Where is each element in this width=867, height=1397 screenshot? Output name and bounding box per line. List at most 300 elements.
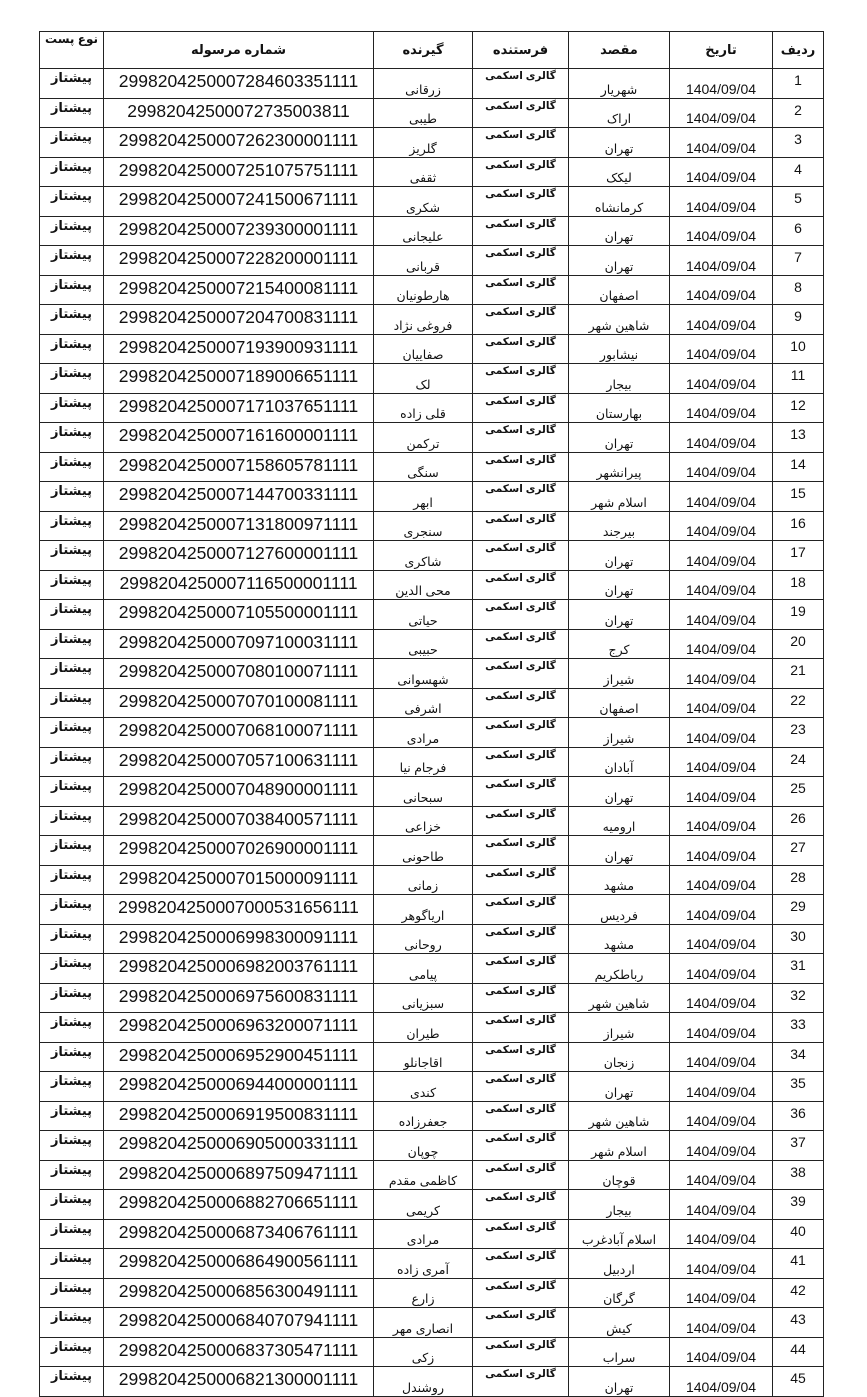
sender-cell: گالری اسکمی bbox=[473, 629, 569, 659]
receiver-cell: زارع bbox=[374, 1278, 473, 1308]
table-row bbox=[40, 954, 824, 984]
sender-cell: گالری اسکمی bbox=[473, 482, 569, 512]
receiver-cell: لک bbox=[374, 364, 473, 394]
post-type-cell: پیشتاز bbox=[40, 482, 104, 512]
shipment-number-cell: 2998204250007097100031111 bbox=[104, 629, 374, 659]
shipment-number-cell: 2998204250007215400081111 bbox=[104, 275, 374, 305]
date-cell: 1404/09/04 bbox=[670, 246, 773, 276]
destination-cell: اسلام شهر bbox=[569, 482, 670, 512]
destination-cell: تهران bbox=[569, 1367, 670, 1397]
destination-cell: سراب bbox=[569, 1337, 670, 1367]
header-post-type: نوع پست bbox=[40, 32, 104, 69]
row-index-cell: 25 bbox=[773, 777, 824, 807]
post-type-cell: پیشتاز bbox=[40, 98, 104, 128]
date-cell: 1404/09/04 bbox=[670, 157, 773, 187]
sender-cell: گالری اسکمی bbox=[473, 1072, 569, 1102]
date-cell: 1404/09/04 bbox=[670, 1131, 773, 1161]
date-cell: 1404/09/04 bbox=[670, 128, 773, 158]
row-index-cell: 30 bbox=[773, 924, 824, 954]
destination-cell: کیش bbox=[569, 1308, 670, 1338]
row-index-cell: 8 bbox=[773, 275, 824, 305]
row-index-cell: 38 bbox=[773, 1160, 824, 1190]
date-cell: 1404/09/04 bbox=[670, 187, 773, 217]
row-index-cell: 31 bbox=[773, 954, 824, 984]
destination-cell: شیراز bbox=[569, 718, 670, 748]
shipment-number-cell: 2998204250006837305471111 bbox=[104, 1337, 374, 1367]
row-index-cell: 27 bbox=[773, 836, 824, 866]
destination-cell: کرج bbox=[569, 629, 670, 659]
sender-cell: گالری اسکمی bbox=[473, 570, 569, 600]
receiver-cell: زمانی bbox=[374, 865, 473, 895]
row-index-cell: 40 bbox=[773, 1219, 824, 1249]
shipment-number-cell: 2998204250007241500671111 bbox=[104, 187, 374, 217]
sender-cell: گالری اسکمی bbox=[473, 1278, 569, 1308]
post-type-cell: پیشتاز bbox=[40, 1249, 104, 1279]
date-cell: 1404/09/04 bbox=[670, 334, 773, 364]
date-cell: 1404/09/04 bbox=[670, 570, 773, 600]
date-cell: 1404/09/04 bbox=[670, 1013, 773, 1043]
table-row bbox=[40, 1249, 824, 1279]
destination-cell: تهران bbox=[569, 423, 670, 453]
shipment-number-cell: 2998204250006873406761111 bbox=[104, 1219, 374, 1249]
table-row bbox=[40, 1072, 824, 1102]
destination-cell: مشهد bbox=[569, 865, 670, 895]
date-cell: 1404/09/04 bbox=[670, 1219, 773, 1249]
post-type-cell: پیشتاز bbox=[40, 659, 104, 689]
date-cell: 1404/09/04 bbox=[670, 836, 773, 866]
post-type-cell: پیشتاز bbox=[40, 747, 104, 777]
receiver-cell: ترکمن bbox=[374, 423, 473, 453]
row-index-cell: 1 bbox=[773, 69, 824, 99]
header-row-index: ردیف bbox=[773, 32, 824, 69]
post-type-cell: پیشتاز bbox=[40, 806, 104, 836]
table-row bbox=[40, 777, 824, 807]
date-cell: 1404/09/04 bbox=[670, 954, 773, 984]
table-row bbox=[40, 718, 824, 748]
table-row bbox=[40, 895, 824, 925]
shipment-number-cell: 2998204250007057100631111 bbox=[104, 747, 374, 777]
destination-cell: تهران bbox=[569, 541, 670, 571]
destination-cell: شاهین شهر bbox=[569, 305, 670, 335]
date-cell: 1404/09/04 bbox=[670, 895, 773, 925]
date-cell: 1404/09/04 bbox=[670, 865, 773, 895]
shipment-number-cell: 2998204250007193900931111 bbox=[104, 334, 374, 364]
header-sender: فرستنده bbox=[473, 32, 569, 69]
table-row bbox=[40, 1219, 824, 1249]
table-row bbox=[40, 423, 824, 453]
sender-cell: گالری اسکمی bbox=[473, 1308, 569, 1338]
row-index-cell: 5 bbox=[773, 187, 824, 217]
header-row bbox=[40, 32, 824, 69]
post-type-cell: پیشتاز bbox=[40, 541, 104, 571]
row-index-cell: 42 bbox=[773, 1278, 824, 1308]
post-type-cell: پیشتاز bbox=[40, 1337, 104, 1367]
table-row bbox=[40, 924, 824, 954]
table-row bbox=[40, 246, 824, 276]
row-index-cell: 29 bbox=[773, 895, 824, 925]
table-row bbox=[40, 1101, 824, 1131]
sender-cell: گالری اسکمی bbox=[473, 1249, 569, 1279]
destination-cell: نیشابور bbox=[569, 334, 670, 364]
row-index-cell: 34 bbox=[773, 1042, 824, 1072]
post-type-cell: پیشتاز bbox=[40, 1160, 104, 1190]
shipment-number-cell: 2998204250007038400571111 bbox=[104, 806, 374, 836]
post-type-cell: پیشتاز bbox=[40, 393, 104, 423]
shipment-number-cell: 2998204250006882706651111 bbox=[104, 1190, 374, 1220]
receiver-cell: گلریز bbox=[374, 128, 473, 158]
shipment-number-cell: 2998204250007262300001111 bbox=[104, 128, 374, 158]
destination-cell: اسلام آبادغرب bbox=[569, 1219, 670, 1249]
shipment-number-cell: 2998204250006864900561111 bbox=[104, 1249, 374, 1279]
table-row bbox=[40, 1160, 824, 1190]
post-type-cell: پیشتاز bbox=[40, 1131, 104, 1161]
post-type-cell: پیشتاز bbox=[40, 364, 104, 394]
destination-cell: مشهد bbox=[569, 924, 670, 954]
date-cell: 1404/09/04 bbox=[670, 423, 773, 453]
table-row bbox=[40, 659, 824, 689]
receiver-cell: کاظمی مقدم bbox=[374, 1160, 473, 1190]
date-cell: 1404/09/04 bbox=[670, 541, 773, 571]
shipment-number-cell: 2998204250007116500001111 bbox=[104, 570, 374, 600]
row-index-cell: 14 bbox=[773, 452, 824, 482]
destination-cell: تهران bbox=[569, 777, 670, 807]
destination-cell: زنجان bbox=[569, 1042, 670, 1072]
row-index-cell: 22 bbox=[773, 688, 824, 718]
table-row bbox=[40, 69, 824, 99]
date-cell: 1404/09/04 bbox=[670, 1042, 773, 1072]
sender-cell: گالری اسکمی bbox=[473, 98, 569, 128]
date-cell: 1404/09/04 bbox=[670, 1278, 773, 1308]
table-row bbox=[40, 747, 824, 777]
post-type-cell: پیشتاز bbox=[40, 69, 104, 99]
destination-cell: بیجار bbox=[569, 364, 670, 394]
receiver-cell: زکی bbox=[374, 1337, 473, 1367]
table-row bbox=[40, 1337, 824, 1367]
sender-cell: گالری اسکمی bbox=[473, 364, 569, 394]
shipment-number-cell: 2998204250006963200071111 bbox=[104, 1013, 374, 1043]
table-row bbox=[40, 541, 824, 571]
date-cell: 1404/09/04 bbox=[670, 511, 773, 541]
table-row bbox=[40, 482, 824, 512]
destination-cell: تهران bbox=[569, 246, 670, 276]
shipment-number-cell: 2998204250006840707941111 bbox=[104, 1308, 374, 1338]
receiver-cell: ابهر bbox=[374, 482, 473, 512]
shipment-number-cell: 2998204250006998300091111 bbox=[104, 924, 374, 954]
sender-cell: گالری اسکمی bbox=[473, 865, 569, 895]
sender-cell: گالری اسکمی bbox=[473, 334, 569, 364]
receiver-cell: کندی bbox=[374, 1072, 473, 1102]
shipment-number-cell: 2998204250007158605781111 bbox=[104, 452, 374, 482]
table-row bbox=[40, 1190, 824, 1220]
post-type-cell: پیشتاز bbox=[40, 1072, 104, 1102]
row-index-cell: 43 bbox=[773, 1308, 824, 1338]
shipment-number-cell: 29982042500072735003811 bbox=[104, 98, 374, 128]
table-row bbox=[40, 511, 824, 541]
table-row bbox=[40, 1308, 824, 1338]
date-cell: 1404/09/04 bbox=[670, 777, 773, 807]
sender-cell: گالری اسکمی bbox=[473, 275, 569, 305]
sender-cell: گالری اسکمی bbox=[473, 157, 569, 187]
sender-cell: گالری اسکمی bbox=[473, 1190, 569, 1220]
receiver-cell: فرجام نیا bbox=[374, 747, 473, 777]
post-type-cell: پیشتاز bbox=[40, 423, 104, 453]
destination-cell: اسلام شهر bbox=[569, 1131, 670, 1161]
receiver-cell: اقاجانلو bbox=[374, 1042, 473, 1072]
table-row bbox=[40, 334, 824, 364]
sender-cell: گالری اسکمی bbox=[473, 659, 569, 689]
date-cell: 1404/09/04 bbox=[670, 1101, 773, 1131]
table-row bbox=[40, 1131, 824, 1161]
receiver-cell: قلی زاده bbox=[374, 393, 473, 423]
post-type-cell: پیشتاز bbox=[40, 777, 104, 807]
post-type-cell: پیشتاز bbox=[40, 1367, 104, 1397]
row-index-cell: 21 bbox=[773, 659, 824, 689]
row-index-cell: 3 bbox=[773, 128, 824, 158]
shipment-number-cell: 2998204250007251075751111 bbox=[104, 157, 374, 187]
sender-cell: گالری اسکمی bbox=[473, 423, 569, 453]
shipment-number-cell: 2998204250006897509471111 bbox=[104, 1160, 374, 1190]
receiver-cell: سبحانی bbox=[374, 777, 473, 807]
receiver-cell: چوپان bbox=[374, 1131, 473, 1161]
sender-cell: گالری اسکمی bbox=[473, 452, 569, 482]
date-cell: 1404/09/04 bbox=[670, 718, 773, 748]
post-type-cell: پیشتاز bbox=[40, 570, 104, 600]
row-index-cell: 4 bbox=[773, 157, 824, 187]
sender-cell: گالری اسکمی bbox=[473, 924, 569, 954]
row-index-cell: 17 bbox=[773, 541, 824, 571]
sender-cell: گالری اسکمی bbox=[473, 747, 569, 777]
shipment-number-cell: 2998204250007026900001111 bbox=[104, 836, 374, 866]
row-index-cell: 33 bbox=[773, 1013, 824, 1043]
post-type-cell: پیشتاز bbox=[40, 128, 104, 158]
table-row bbox=[40, 275, 824, 305]
header-shipment-number: شماره مرسوله bbox=[104, 32, 374, 69]
date-cell: 1404/09/04 bbox=[670, 393, 773, 423]
sender-cell: گالری اسکمی bbox=[473, 393, 569, 423]
date-cell: 1404/09/04 bbox=[670, 364, 773, 394]
table-row bbox=[40, 570, 824, 600]
sender-cell: گالری اسکمی bbox=[473, 688, 569, 718]
sender-cell: گالری اسکمی bbox=[473, 1219, 569, 1249]
receiver-cell: مرادی bbox=[374, 1219, 473, 1249]
receiver-cell: سبزیانی bbox=[374, 983, 473, 1013]
shipment-table bbox=[39, 31, 824, 1397]
date-cell: 1404/09/04 bbox=[670, 275, 773, 305]
receiver-cell: طیران bbox=[374, 1013, 473, 1043]
sender-cell: گالری اسکمی bbox=[473, 69, 569, 99]
destination-cell: تهران bbox=[569, 128, 670, 158]
date-cell: 1404/09/04 bbox=[670, 1249, 773, 1279]
post-type-cell: پیشتاز bbox=[40, 865, 104, 895]
date-cell: 1404/09/04 bbox=[670, 1337, 773, 1367]
shipment-number-cell: 2998204250007048900001111 bbox=[104, 777, 374, 807]
date-cell: 1404/09/04 bbox=[670, 452, 773, 482]
destination-cell: ارومیه bbox=[569, 806, 670, 836]
table-row bbox=[40, 600, 824, 630]
destination-cell: اصفهان bbox=[569, 688, 670, 718]
receiver-cell: کریمی bbox=[374, 1190, 473, 1220]
sender-cell: گالری اسکمی bbox=[473, 128, 569, 158]
date-cell: 1404/09/04 bbox=[670, 924, 773, 954]
table-row bbox=[40, 629, 824, 659]
shipment-number-cell: 2998204250006856300491111 bbox=[104, 1278, 374, 1308]
row-index-cell: 19 bbox=[773, 600, 824, 630]
table-row bbox=[40, 983, 824, 1013]
post-type-cell: پیشتاز bbox=[40, 216, 104, 246]
shipment-number-cell: 2998204250007144700331111 bbox=[104, 482, 374, 512]
table-row bbox=[40, 1013, 824, 1043]
table-row bbox=[40, 452, 824, 482]
destination-cell: لیکک bbox=[569, 157, 670, 187]
destination-cell: پیرانشهر bbox=[569, 452, 670, 482]
sender-cell: گالری اسکمی bbox=[473, 806, 569, 836]
destination-cell: فردیس bbox=[569, 895, 670, 925]
post-type-cell: پیشتاز bbox=[40, 1278, 104, 1308]
sender-cell: گالری اسکمی bbox=[473, 187, 569, 217]
table-row bbox=[40, 688, 824, 718]
receiver-cell: روشندل bbox=[374, 1367, 473, 1397]
row-index-cell: 41 bbox=[773, 1249, 824, 1279]
receiver-cell: انصاری مهر bbox=[374, 1308, 473, 1338]
sender-cell: گالری اسکمی bbox=[473, 1013, 569, 1043]
table-row bbox=[40, 128, 824, 158]
row-index-cell: 36 bbox=[773, 1101, 824, 1131]
post-type-cell: پیشتاز bbox=[40, 1308, 104, 1338]
shipment-number-cell: 2998204250006905000331111 bbox=[104, 1131, 374, 1161]
receiver-cell: حیاتی bbox=[374, 600, 473, 630]
row-index-cell: 24 bbox=[773, 747, 824, 777]
table-row bbox=[40, 157, 824, 187]
shipment-number-cell: 2998204250007228200001111 bbox=[104, 246, 374, 276]
shipment-number-cell: 2998204250007131800971111 bbox=[104, 511, 374, 541]
destination-cell: قوچان bbox=[569, 1160, 670, 1190]
destination-cell: تهران bbox=[569, 836, 670, 866]
destination-cell: شیراز bbox=[569, 659, 670, 689]
row-index-cell: 45 bbox=[773, 1367, 824, 1397]
table-row bbox=[40, 393, 824, 423]
sender-cell: گالری اسکمی bbox=[473, 305, 569, 335]
post-type-cell: پیشتاز bbox=[40, 275, 104, 305]
sender-cell: گالری اسکمی bbox=[473, 718, 569, 748]
shipment-number-cell: 2998204250007015000091111 bbox=[104, 865, 374, 895]
row-index-cell: 10 bbox=[773, 334, 824, 364]
post-type-cell: پیشتاز bbox=[40, 452, 104, 482]
post-type-cell: پیشتاز bbox=[40, 600, 104, 630]
row-index-cell: 32 bbox=[773, 983, 824, 1013]
shipment-number-cell: 2998204250007070100081111 bbox=[104, 688, 374, 718]
post-type-cell: پیشتاز bbox=[40, 1219, 104, 1249]
row-index-cell: 13 bbox=[773, 423, 824, 453]
shipment-number-cell: 2998204250006975600831111 bbox=[104, 983, 374, 1013]
destination-cell: بیرجند bbox=[569, 511, 670, 541]
table-row bbox=[40, 1367, 824, 1397]
sender-cell: گالری اسکمی bbox=[473, 954, 569, 984]
sender-cell: گالری اسکمی bbox=[473, 1042, 569, 1072]
shipment-number-cell: 2998204250007204700831111 bbox=[104, 305, 374, 335]
sender-cell: گالری اسکمی bbox=[473, 1160, 569, 1190]
sender-cell: گالری اسکمی bbox=[473, 777, 569, 807]
shipment-number-cell: 2998204250007105500001111 bbox=[104, 600, 374, 630]
table-row bbox=[40, 1042, 824, 1072]
row-index-cell: 2 bbox=[773, 98, 824, 128]
receiver-cell: علیجانی bbox=[374, 216, 473, 246]
row-index-cell: 15 bbox=[773, 482, 824, 512]
destination-cell: شیراز bbox=[569, 1013, 670, 1043]
table-row bbox=[40, 98, 824, 128]
date-cell: 1404/09/04 bbox=[670, 98, 773, 128]
row-index-cell: 16 bbox=[773, 511, 824, 541]
date-cell: 1404/09/04 bbox=[670, 747, 773, 777]
table-body bbox=[40, 69, 824, 1397]
post-type-cell: پیشتاز bbox=[40, 718, 104, 748]
table-row bbox=[40, 1278, 824, 1308]
sender-cell: گالری اسکمی bbox=[473, 895, 569, 925]
destination-cell: اصفهان bbox=[569, 275, 670, 305]
table-row bbox=[40, 806, 824, 836]
shipment-number-cell: 2998204250007000531656111 bbox=[104, 895, 374, 925]
post-type-cell: پیشتاز bbox=[40, 246, 104, 276]
table-row bbox=[40, 836, 824, 866]
receiver-cell: زرقانی bbox=[374, 69, 473, 99]
table-header bbox=[40, 32, 824, 69]
shipment-number-cell: 2998204250006952900451111 bbox=[104, 1042, 374, 1072]
table-row bbox=[40, 216, 824, 246]
date-cell: 1404/09/04 bbox=[670, 629, 773, 659]
row-index-cell: 44 bbox=[773, 1337, 824, 1367]
destination-cell: تهران bbox=[569, 216, 670, 246]
post-type-cell: پیشتاز bbox=[40, 157, 104, 187]
date-cell: 1404/09/04 bbox=[670, 1160, 773, 1190]
receiver-cell: اریاگوهر bbox=[374, 895, 473, 925]
shipment-number-cell: 2998204250006982003761111 bbox=[104, 954, 374, 984]
post-type-cell: پیشتاز bbox=[40, 1042, 104, 1072]
destination-cell: کرمانشاه bbox=[569, 187, 670, 217]
destination-cell: رباطکریم bbox=[569, 954, 670, 984]
sender-cell: گالری اسکمی bbox=[473, 1337, 569, 1367]
sender-cell: گالری اسکمی bbox=[473, 1367, 569, 1397]
receiver-cell: آمری زاده bbox=[374, 1249, 473, 1279]
row-index-cell: 20 bbox=[773, 629, 824, 659]
post-type-cell: پیشتاز bbox=[40, 187, 104, 217]
row-index-cell: 18 bbox=[773, 570, 824, 600]
receiver-cell: هارطونیان bbox=[374, 275, 473, 305]
sender-cell: گالری اسکمی bbox=[473, 246, 569, 276]
date-cell: 1404/09/04 bbox=[670, 1308, 773, 1338]
sender-cell: گالری اسکمی bbox=[473, 541, 569, 571]
shipment-number-cell: 2998204250007239300001111 bbox=[104, 216, 374, 246]
destination-cell: گرگان bbox=[569, 1278, 670, 1308]
shipment-number-cell: 2998204250007127600001111 bbox=[104, 541, 374, 571]
sender-cell: گالری اسکمی bbox=[473, 983, 569, 1013]
sender-cell: گالری اسکمی bbox=[473, 1131, 569, 1161]
shipment-number-cell: 2998204250007284603351111 bbox=[104, 69, 374, 99]
header-receiver: گیرنده bbox=[374, 32, 473, 69]
post-type-cell: پیشتاز bbox=[40, 629, 104, 659]
header-date: تاریخ bbox=[670, 32, 773, 69]
sender-cell: گالری اسکمی bbox=[473, 836, 569, 866]
receiver-cell: سنجری bbox=[374, 511, 473, 541]
row-index-cell: 11 bbox=[773, 364, 824, 394]
post-type-cell: پیشتاز bbox=[40, 895, 104, 925]
receiver-cell: طیبی bbox=[374, 98, 473, 128]
receiver-cell: حبیبی bbox=[374, 629, 473, 659]
receiver-cell: شاکری bbox=[374, 541, 473, 571]
receiver-cell: فروغی نژاد bbox=[374, 305, 473, 335]
date-cell: 1404/09/04 bbox=[670, 216, 773, 246]
destination-cell: تهران bbox=[569, 600, 670, 630]
date-cell: 1404/09/04 bbox=[670, 983, 773, 1013]
row-index-cell: 7 bbox=[773, 246, 824, 276]
